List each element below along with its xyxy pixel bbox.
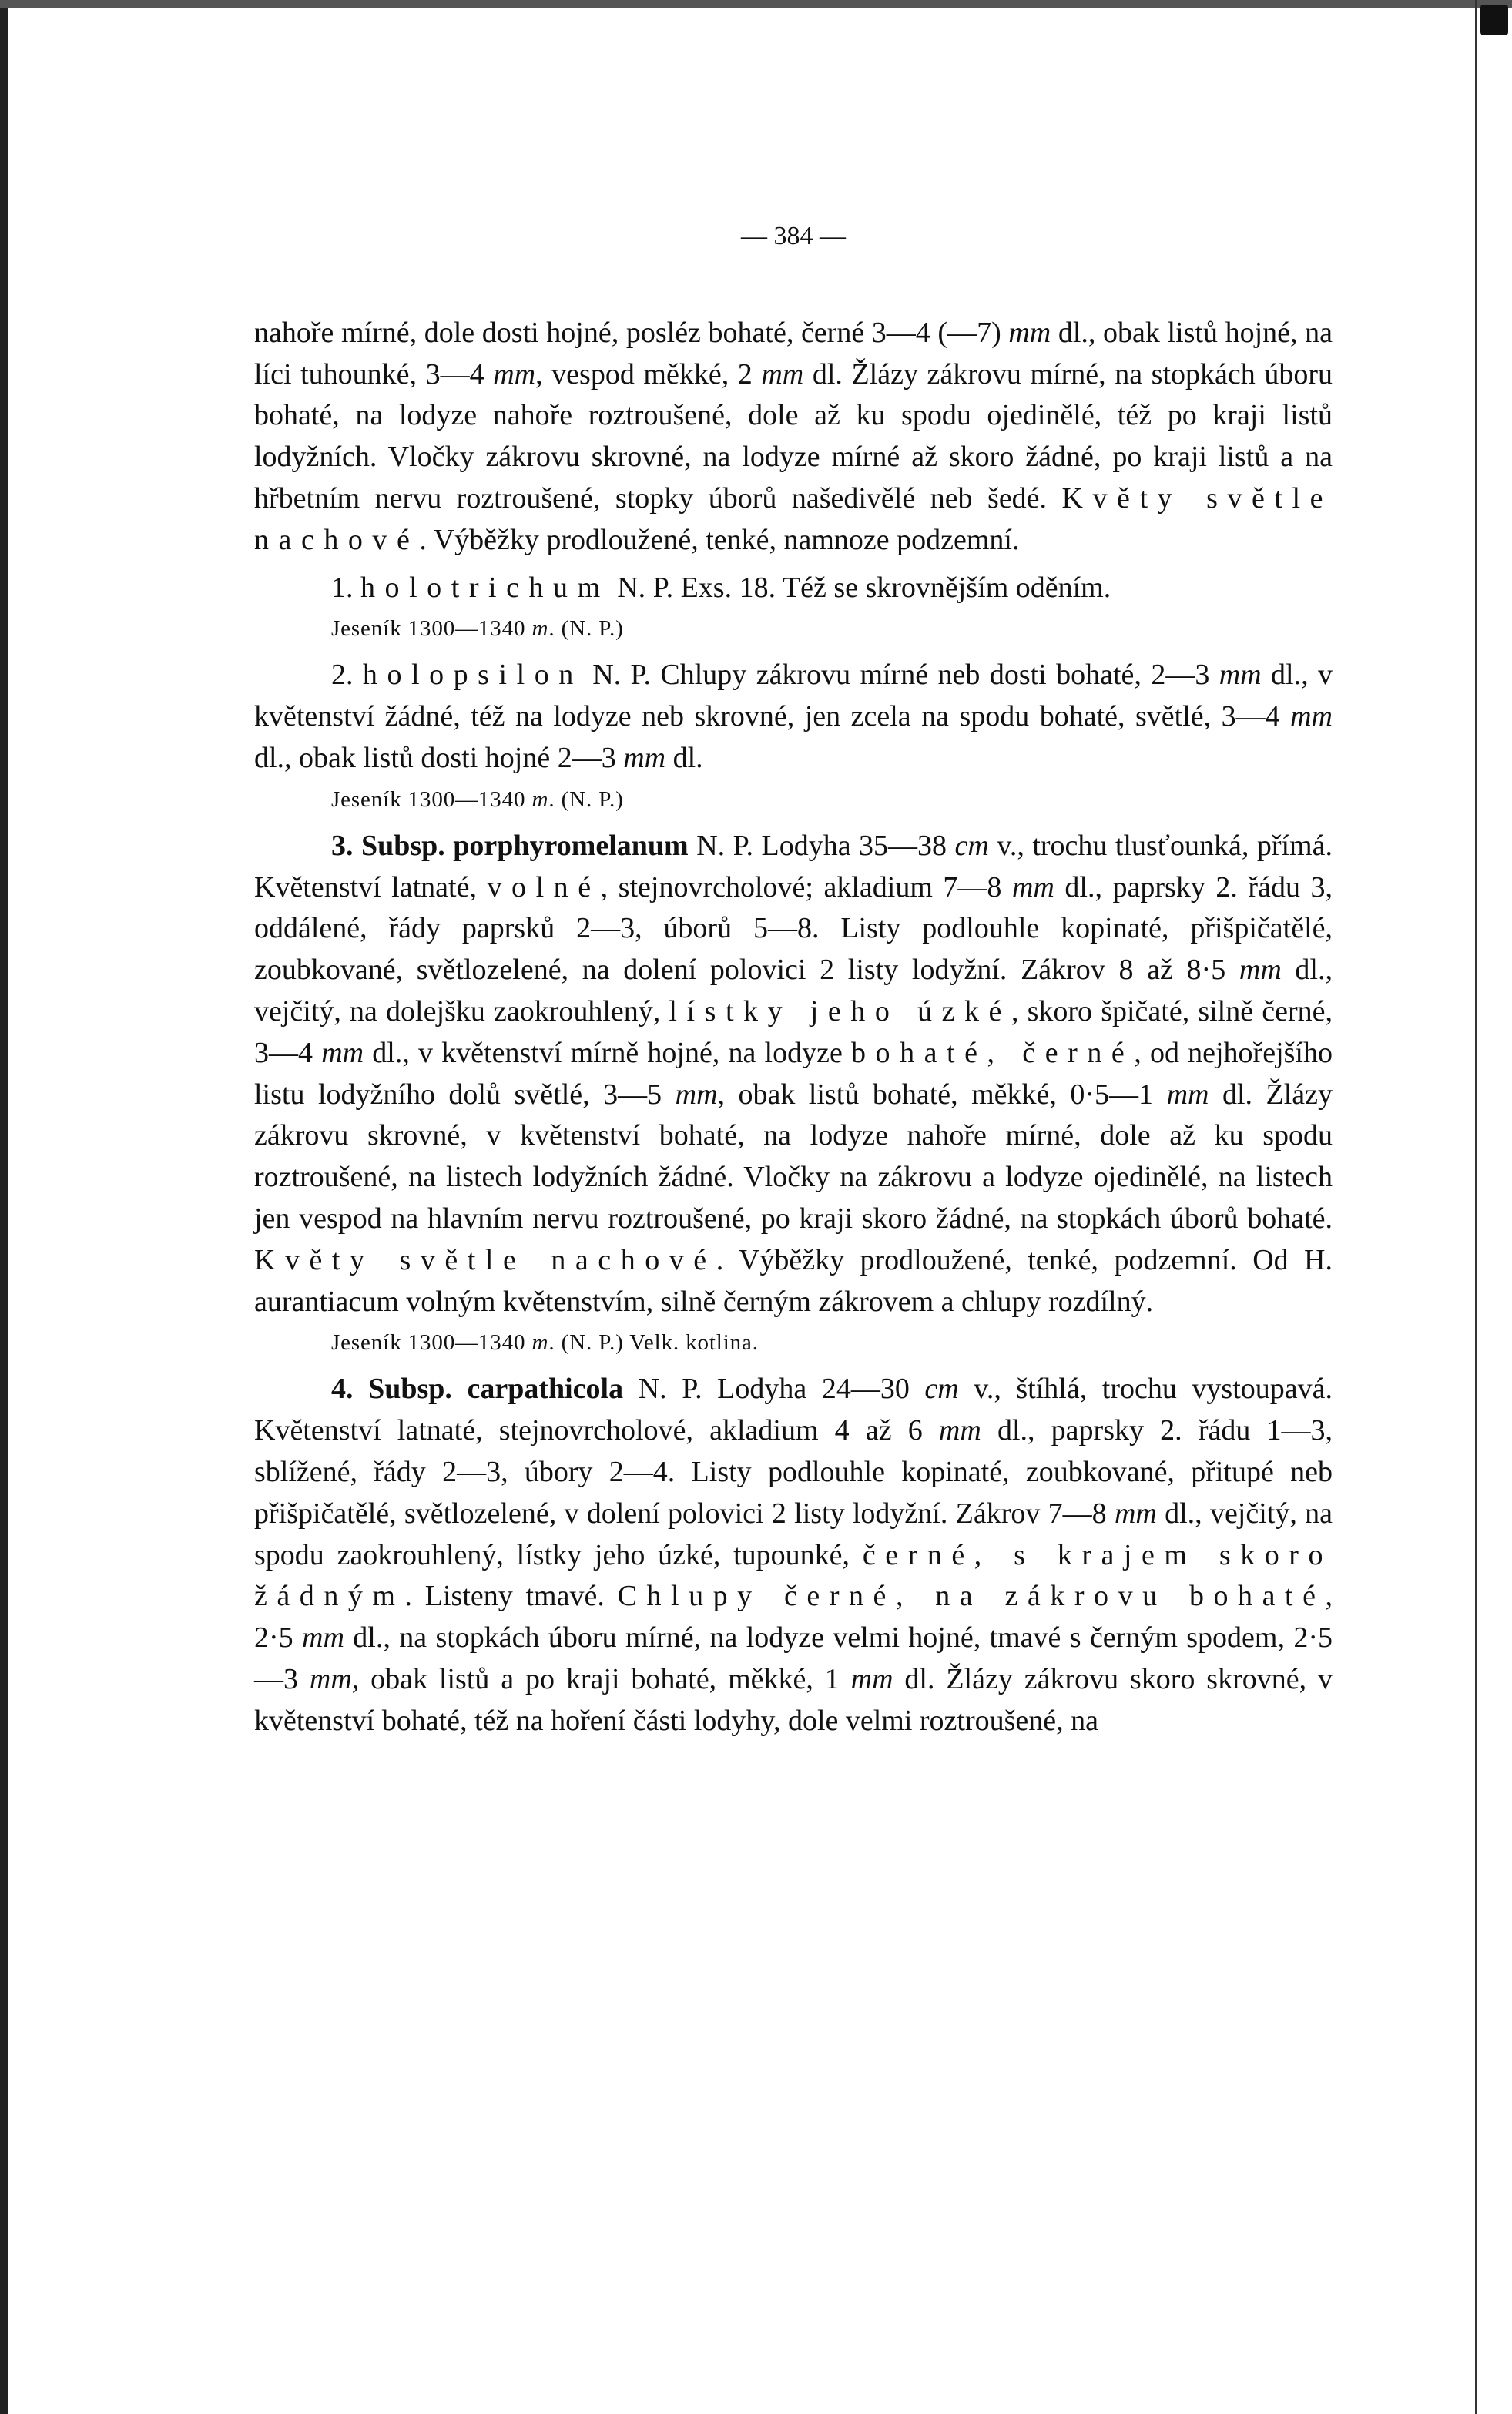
subspecies-3-porphyromelanum: 3. Subsp. porphyromelanum N. P. Lodyha 35—38 cm v., trochu tlusťounká, přímá. Květenství latnaté, volné, stejnovrcholové; akladium 7—8 mm dl., paprsky 2. řádu 3, oddálené, řády paprsků 2—3, úborů 5—8. Listy podlouhle kopinaté, přišpičatělé, zoubkované, světlozelené, na dolení polovici 2 listy lodyžní. Zákrov 8 až 8·5 mm dl., vejčitý, na dolejšku zaokrouhlený, lístky jeho úzké, skoro špičaté, silně černé, 3—4 mm dl., v květenství mírně hojné, na lodyze bohaté, černé, od nejhořejšího listu lodyžního dolů světlé, 3—5 mm, obak listů bohaté, měkké, 0·5—1 mm dl. Žlázy zákrovu skrovné, v květenství bohaté, na lodyze nahoře mírné, dole až ku spodu roztroušené, na listech lodyžních žádné. Vločky na zákrovu a lodyze ojedinělé, na listech jen vespod na hlavním nervu roztroušené, po kraji skoro žádné, na stopkách úborů bohaté. Květy světle nachové. Výběžky prodloužené, tenké, podzemní. Od H. aurantiacum volným květenstvím, silně černým zákrovem a chlupy rozdílný.: [254, 829, 1333, 1318]
text-run: , vespod měkké, 2: [535, 357, 762, 391]
variety-number: 1.: [331, 571, 360, 604]
variety-name: holopsilon: [362, 659, 583, 692]
subspecies-heading: 4. Subsp. carpathicola: [331, 1373, 624, 1406]
text-run: dl., obak listů hojné, na líci tuhounké, 3—4: [254, 316, 1333, 391]
subspecies-4-carpathicola: 4. Subsp. carpathicola N. P. Lodyha 24—30 cm v., štíhlá, trochu vystoupavá. Květenství latnaté, stejnovrcholové, akladium 4 až 6 mm dl., paprsky 2. řádu 1—3, sblížené, řády 2—3, úbory 2—4. Listy podlouhle kopinaté, zoubkované, přitupé neb přišpičatělé, světlozelené, v dolení polovici 2 listy lodyžní. Zákrov 7—8 mm dl., vejčitý, na spodu zaokrouhlený, lístky jeho úzké, tupounké, černé, s krajem skoro žádným. Listeny tmavé. Chlupy černé, na zákrovu bohaté, 2·5 mm dl., na stopkách úboru mírné, na lodyze velmi hojné, tmavé s černým spodem, 2·5—3 mm, obak listů a po kraji bohaté, měkké, 1 mm dl. Žlázy zákrovu skoro skrovné, v květenství bohaté, též na hoření části lodyhy, dole velmi roztroušené, na: [254, 1373, 1333, 1737]
text-run: N. P. Exs. 18. Též se skrovnějším oděním.: [609, 571, 1111, 604]
page-right-edge: [1475, 0, 1477, 2414]
variety-1-holotrichum: [254, 568, 1333, 609]
scan-corner-mark: [1480, 5, 1508, 35]
text-run: nahoře mírné, dole dosti hojné, posléz bohaté, černé 3—4 (—7): [254, 316, 1009, 349]
locality-line: Jeseník 1300—1340 m. (N. P.) Velk. kotlina.: [331, 1330, 759, 1356]
scan-left-edge: [0, 0, 8, 2414]
locality-line: Jeseník 1300—1340 m. (N. P.): [331, 786, 624, 812]
text-run: . Výběžky prodloužené, tenké, namnoze podzemní.: [419, 523, 1020, 556]
variety-2-holopsilon: 2. holopsilon N. P. Chlupy zákrovu mírné neb dosti bohaté, 2—3 mm dl., v květenství žádné, též na lodyze neb skrovné, jen zcela na spodu bohaté, světlé, 3—4 mm dl., obak listů dosti hojné 2—3 mm dl.: [254, 659, 1333, 774]
unit: mm: [1008, 316, 1051, 349]
unit: mm: [493, 357, 536, 391]
locality-line: Jeseník 1300—1340 m. (N. P.): [331, 616, 624, 642]
paragraph-continued: [254, 313, 1333, 562]
scan-top-edge: [0, 0, 1512, 8]
variety-name: holotrichum: [360, 571, 610, 604]
subspecies-heading: 3. Subsp. porphyromelanum: [331, 829, 689, 862]
spaced-emphasis: Květy světle nachové: [254, 481, 1333, 556]
text-run: dl. Žlázy zákrovu mírné, na stopkách úboru bohaté, na lodyze nahoře roztroušené, dole až ku spodu ojedinělé, též po kraji listů lodyžních. Vločky zákrovu skrovné, na lodyze mírné až skoro žádné, po kraji listů a na hřbetním nervu roztroušené, stopky úborů našedivělé neb šedé.: [254, 357, 1333, 515]
page-number: — 384 —: [741, 222, 846, 250]
page-body: [254, 216, 1333, 1742]
variety-number: 2.: [331, 659, 363, 692]
unit: mm: [761, 357, 804, 391]
